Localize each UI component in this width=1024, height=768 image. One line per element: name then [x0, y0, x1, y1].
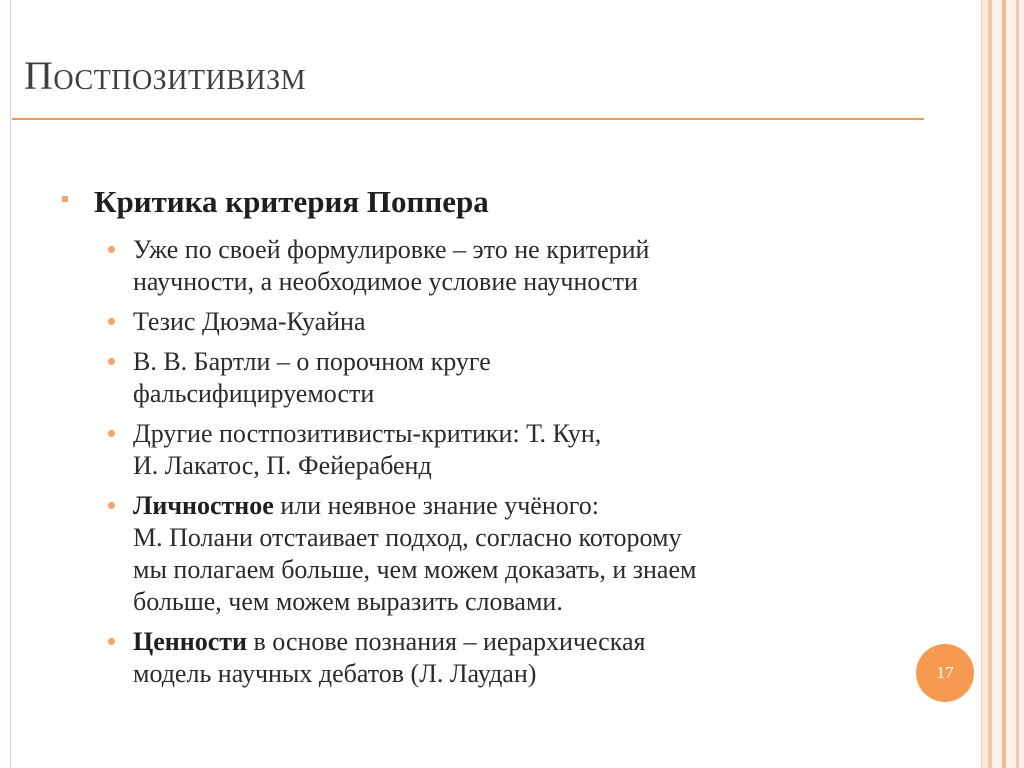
sub-bullet-text: Тезис Дюэма-Куайна: [133, 307, 366, 336]
bold-term: Личностное: [133, 491, 274, 520]
sub-bullet-text: [133, 626, 902, 690]
page-number-badge: 17: [916, 644, 974, 702]
dot-bullet-icon: [108, 358, 115, 365]
main-bullet-heading: Критика критерия Поппера: [94, 184, 489, 219]
decorative-stripe: [1006, 0, 1016, 768]
sub-bullet-item: [62, 234, 902, 298]
main-bullet: [62, 182, 902, 222]
slide-content: [62, 182, 902, 698]
sub-bullet-item: [62, 306, 902, 338]
dot-bullet-icon: [108, 246, 115, 253]
dot-bullet-icon: [108, 430, 115, 437]
bold-term: Ценности: [133, 627, 248, 656]
sub-bullet-text: В. В. Бартли – о порочном круге фальсифицируемости: [133, 347, 491, 408]
slide-title: Постпозитивизм: [24, 53, 307, 98]
sub-bullet-text: Уже по своей формулировке – это не критерий научности, а необходимое условие научности: [133, 235, 650, 296]
sub-bullet-item: [62, 346, 902, 410]
dot-bullet-icon: [108, 638, 115, 645]
dot-bullet-icon: [108, 502, 115, 509]
sub-bullet-text: Другие постпозитивисты-критики: Т. Кун, И. Лакатос, П. Фейерабенд: [133, 419, 602, 480]
sub-bullet-item: [62, 418, 902, 482]
square-bullet-icon: [62, 196, 68, 202]
sub-bullet-rest: в основе познания – иерархическая модель научных дебатов (Л. Лаудан): [133, 627, 646, 688]
sub-bullet-item: [62, 626, 902, 690]
title-divider: [12, 118, 924, 120]
decorative-stripe: [1019, 0, 1024, 768]
decorative-stripe: [992, 0, 1002, 768]
sub-bullet-text: [133, 490, 902, 618]
sub-bullet-rest: или неявное знание учёного: М. Полани отстаивает подход, согласно которому мы полагаем больше, чем можем доказать, и знаем больше, чем можем выразить словами.: [133, 491, 697, 616]
sub-bullet-list: [62, 234, 902, 690]
sub-bullet-item: [62, 490, 902, 618]
dot-bullet-icon: [108, 318, 115, 325]
